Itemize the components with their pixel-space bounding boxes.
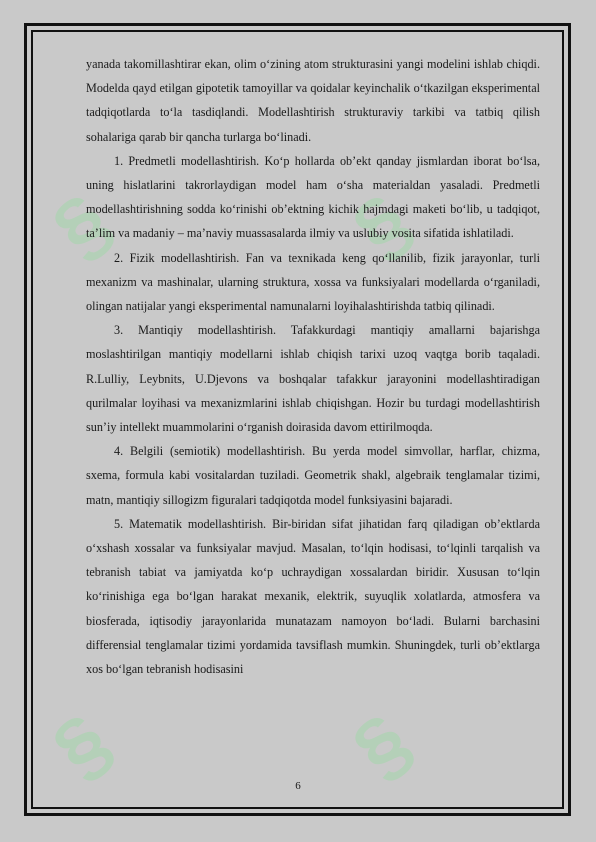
paragraph-matematik: 5. Matematik modellashtirish. Bir-biridan sifat jihatidan farq qiladigan ob’ektlarda o‘xshash xossalar va funksiyalar mavjud. Masalan, to‘lqin hodisasi, to‘lqinli tarqalish va tebranish tabiat va jamiyatda ko‘p uchraydigan xossalardan biridir. Xususan to‘lqin ko‘rinishiga ega bo‘lgan harakat mexanik, elektrik, suyuqlik xolatlarda, atmosfera va biosferada, iqtisodiy jarayonlarida munatazam namoyon bo‘ladi. Bularni barchasini differensial tenglamalar tizimi yordamida tavsiflash mumkin. Shuningdek, turli ob’ektlarga xos bo‘lgan tebranish hodisasini [86,516,540,677]
watermark-logo: § [36,177,128,275]
paragraph-belgili: 4. Belgili (semiotik) modellashtirish. Bu yerda model simvollar, harflar, chizma, sxema, formula kabi vositalardan tuziladi. Geometrik shakl, algebraik tenglamalar tizimi, matn, mantiqiy sillogizm figuralari tadqiqotda model funksiyasini bajaradi. [86,444,540,507]
paragraph-continuation: yanada takomillashtirar ekan, olim o‘zining atom strukturasini yangi modelini ishlab chiqdi. Modelda qayd etilgan gipotetik tamoyillar va qoidalar keyinchalik o‘tkazilgan eksperimental tadqiqotlarda to‘la tasdiqlandi. Modellashtirish strukturaviy tarkibi va tatbiq qilish sohalariga qarab bir qancha turlarga bo‘linadi. [86,57,540,144]
watermark-logo: § [336,697,428,795]
watermark-logo: § [36,697,128,795]
paragraph-fizik: 2. Fizik modellashtirish. Fan va texnikada keng qo‘llanilib, fizik jarayonlar, turli mexanizm va mashinalar, ularning struktura, xossa va funksiyalari modellarda o‘rganiladi, olingan natijalar yangi eksperimental namunalarni loyihalashtirishda tatbiq qilinadi. [86,250,540,314]
watermark-logo: § [336,177,428,275]
document-body [86,52,540,681]
paragraph-predmetli: 1. Predmetli modellashtirish. Ko‘p hollarda ob’ekt qanday jismlardan iborat bo‘lsa, uning hislatlarini takrorlaydigan model ham o‘sha materialdan yasaladi. Predmetli modellashtirishning sodda ko‘rinishi ob’ektning kichik hajmdagi maketi bo‘lib, u tadqiqot, ta’lim va madaniy – ma’naviy muassasalarda ilmiy va uslubiy vosita sifatida ishlatiladi. [86,153,540,241]
paragraph-mantiqiy: 3. Mantiqiy modellashtirish. Tafakkurdagi mantiqiy amallarni bajarishga moslashtirilgan mantiqiy modellarni ishlab chiqish tarixi uzoq vaqtga borib taqaladi. R.Lulliy, Leybnits, U.Djevons va boshqalar tafakkur jarayonini modellashtiradigan qurilmalar loyihasi va mexanizmlarini ishlab chiqishgan. Hozir bu turdagi modellashtirish sun’iy intellekt muammolarini o‘rganish doirasida davom ettirilmoqda. [86,323,540,435]
page-number: 6 [295,780,301,792]
